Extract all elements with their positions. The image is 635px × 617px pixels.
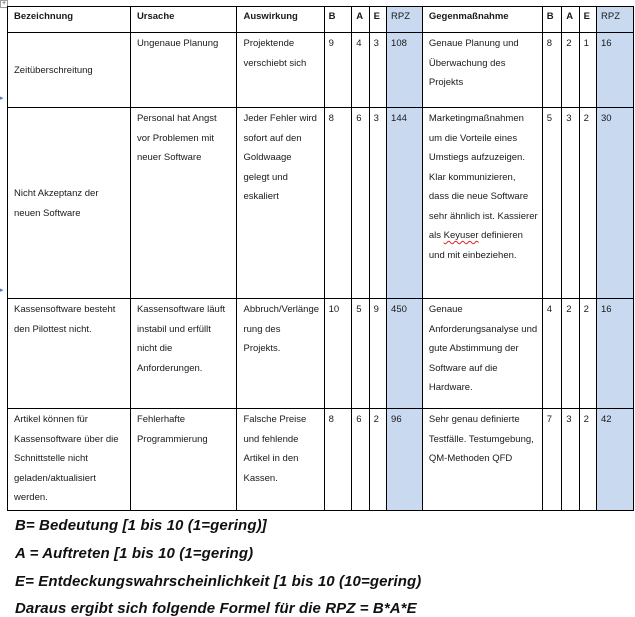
cell-a: 4 [352, 33, 369, 108]
header-e2: E [579, 7, 596, 33]
cell-e2: 2 [579, 299, 596, 409]
header-rpz2: RPZ [597, 7, 634, 33]
row-marker-icon: ▸ [0, 287, 4, 294]
cell-a2: 2 [562, 33, 579, 108]
cell-b: 8 [324, 409, 352, 511]
cell-e2: 1 [579, 33, 596, 108]
header-e: E [369, 7, 386, 33]
cell-bezeichnung: Nicht Akzeptanz der neuen Software [8, 108, 131, 299]
cell-auswirkung: Falsche Preise und fehlende Artikel in den Kassen. [237, 409, 324, 511]
table-row [8, 299, 634, 409]
header-auswirkung: Auswirkung [237, 7, 324, 33]
cell-rpz2: 16 [597, 33, 634, 108]
cell-b: 10 [324, 299, 352, 409]
cell-a2: 3 [562, 108, 579, 299]
header-rpz: RPZ [387, 7, 423, 33]
table-row [8, 409, 634, 511]
table-row [8, 108, 634, 299]
cell-a: 6 [352, 409, 369, 511]
cell-b2: 7 [542, 409, 561, 511]
header-bezeichnung: Bezeichnung [8, 7, 131, 33]
cell-rpz: 96 [387, 409, 423, 511]
cell-b: 9 [324, 33, 352, 108]
cell-b2: 5 [542, 108, 561, 299]
header-a: A [352, 7, 369, 33]
legend-auftreten: A = Auftreten [1 bis 10 (1=gering) [15, 545, 254, 562]
row-marker-icon: ▸ [0, 95, 4, 102]
cell-bezeichnung: Kassensoftware besteht den Pilottest nicht. [8, 299, 131, 409]
cell-b: 8 [324, 108, 352, 299]
cell-gegenmassnahme: Sehr genau definierte Testfälle. Testumgebung, QM-Methoden QFD [422, 409, 542, 511]
cell-gegenmassnahme: Genaue Planung und Überwachung des Projekts [422, 33, 542, 108]
cell-b2: 4 [542, 299, 561, 409]
header-b: B [324, 7, 352, 33]
cell-e2: 2 [579, 409, 596, 511]
cell-a: 5 [352, 299, 369, 409]
cell-rpz2: 30 [597, 108, 634, 299]
gegenmassnahme-text-end: definieren und mit einbeziehen. [428, 230, 523, 261]
cell-ursache: Ungenaue Planung [130, 33, 237, 108]
cell-a2: 3 [562, 409, 579, 511]
cell-rpz: 450 [387, 299, 423, 409]
cell-ursache: Fehlerhafte Programmierung [130, 409, 237, 511]
cell-e2: 2 [579, 108, 596, 299]
cell-rpz2: 16 [597, 299, 634, 409]
table-header-row [8, 7, 634, 33]
legend-entdeckung: E= Entdeckungswahrscheinlichkeit [1 bis 10 (10=gering) [15, 573, 422, 590]
fmea-table [7, 6, 634, 511]
cell-bezeichnung: Artikel können für Kassensoftware über die Schnittstelle nicht geladen/aktualisiert werden. [8, 409, 131, 511]
cell-ursache: Kassensoftware läuft instabil und erfüllt nicht die Anforderungen. [130, 299, 237, 409]
cell-ursache: Personal hat Angst vor Problemen mit neuer Software [130, 108, 237, 299]
cell-auswirkung: Jeder Fehler wird sofort auf den Goldwaage gelegt und eskaliert [237, 108, 324, 299]
header-ursache: Ursache [130, 7, 237, 33]
cell-e: 3 [369, 33, 386, 108]
cell-auswirkung: Abbruch/Verlängerung des Projekts. [237, 299, 324, 409]
cell-bezeichnung: Zeitüberschreitung [8, 33, 131, 108]
cell-e: 9 [369, 299, 386, 409]
cell-e: 3 [369, 108, 386, 299]
table-move-handle-icon[interactable]: + [1, 0, 7, 7]
table-row [8, 33, 634, 108]
cell-a: 6 [352, 108, 369, 299]
spellcheck-word: Keyuser [443, 230, 479, 241]
legend-bedeutung: B= Bedeutung [1 bis 10 (1=gering)] [15, 517, 267, 534]
cell-rpz: 108 [387, 33, 423, 108]
cell-a2: 2 [562, 299, 579, 409]
cell-gegenmassnahme [422, 108, 542, 299]
cell-rpz2: 42 [597, 409, 634, 511]
cell-gegenmassnahme: Genaue Anforderungsanalyse und gute Abstimmung der Software auf die Hardware. [422, 299, 542, 409]
header-a2: A [562, 7, 579, 33]
header-gegenmassnahme: Gegenmaßnahme [422, 7, 542, 33]
cell-b2: 8 [542, 33, 561, 108]
header-b2: B [542, 7, 561, 33]
legend-formel: Daraus ergibt sich folgende Formel für die RPZ = B*A*E [15, 600, 417, 617]
cell-e: 2 [369, 409, 386, 511]
cell-rpz: 144 [387, 108, 423, 299]
gegenmassnahme-text: Marketingmaßnahmen um die Vorteile eines Umstiegs aufzuzeigen. Klar kommunizieren, dass die neue Software sehr ähnlich ist. Kassierer als [428, 113, 538, 241]
cell-auswirkung: Projektende verschiebt sich [237, 33, 324, 108]
